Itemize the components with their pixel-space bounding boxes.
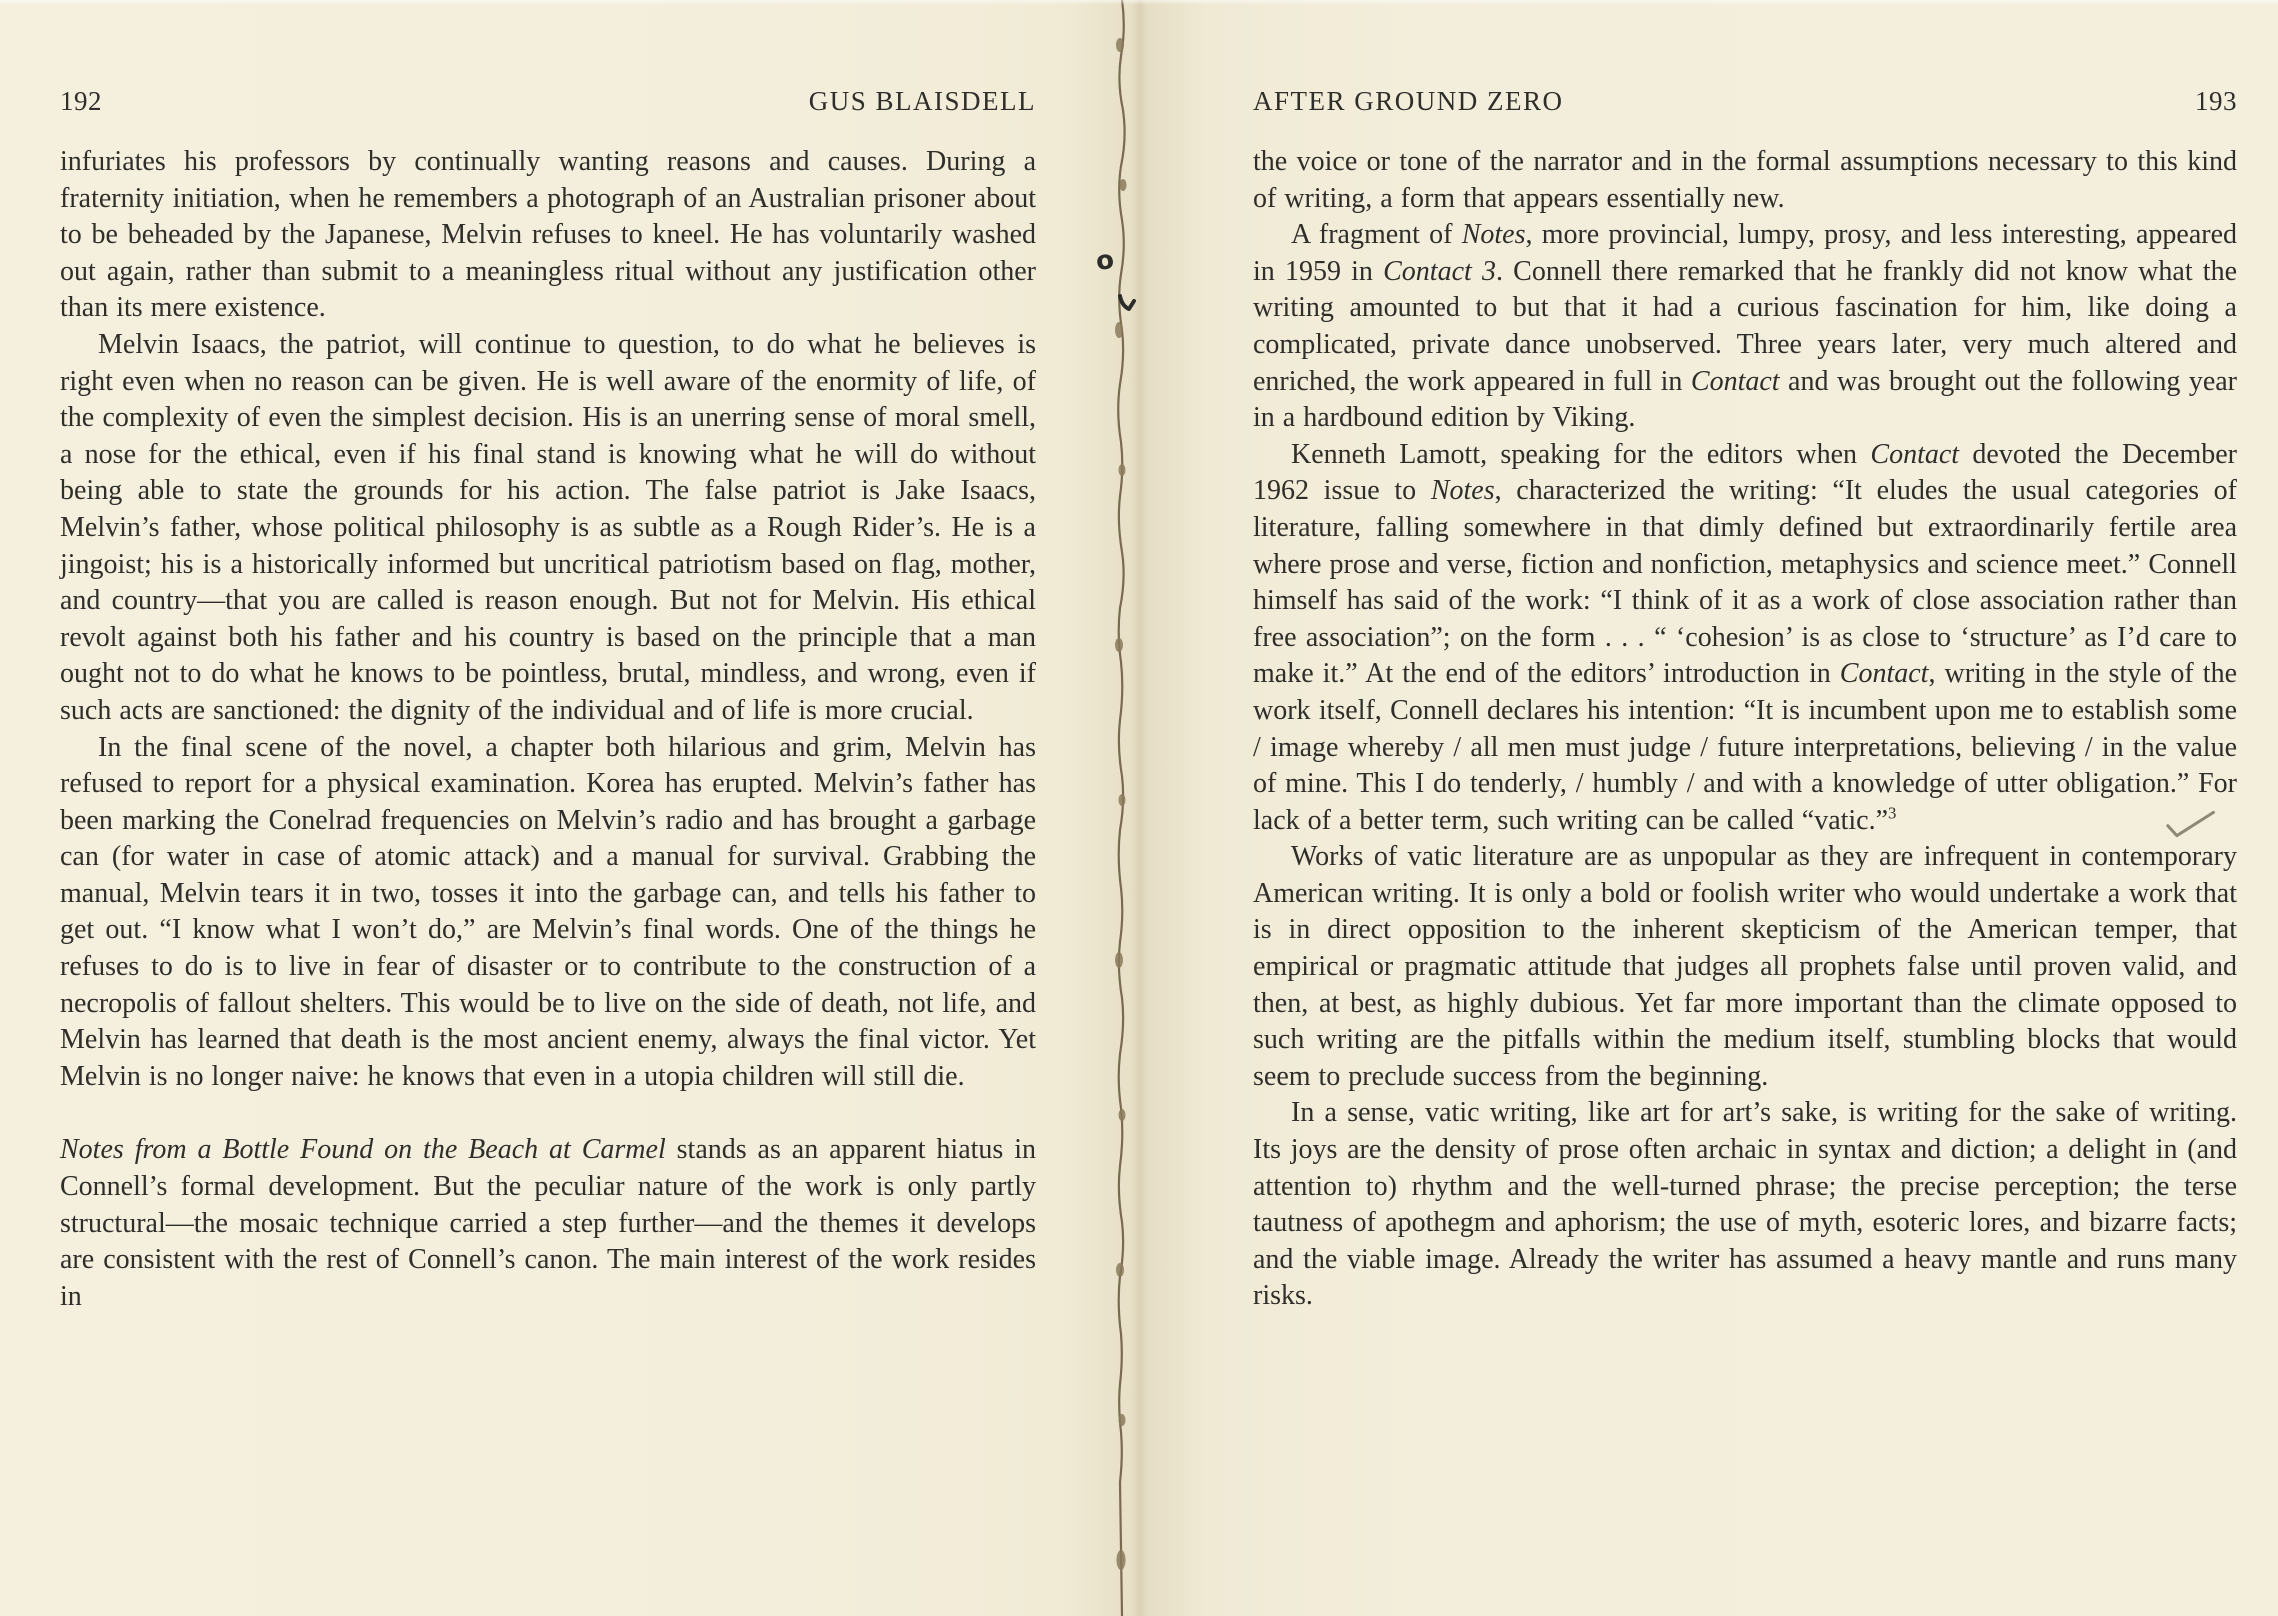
paragraph	[60, 144, 1036, 327]
page-192-body	[60, 144, 1036, 1315]
italic-title: Notes	[1461, 219, 1526, 251]
text-segment: Melvin Isaacs, the patriot, will continue to question, to do what he believes is right even when no reason can be given. He is well aware of the enormity of life, of the complexity of even the simplest decision. His is an unerring sense of moral smell, a nose for the ethical, even if his final stand is knowing what he will do without being able to state the grounds for his action. The false patriot is Jake Isaacs, Melvin’s father, whose political philosophy is as subtle as a Rough Rider’s. He is a jingoist; his is a historically informed but uncritical patriotism based on flag, mother, and country—that you are called is reason enough. But not for Melvin. His ethical revolt against both his father and his country is based on the principle that a man ought not to do what he knows to be pointless, brutal, mindless, and wrong, even if such acts are sanctioned: the dignity of the individual and of life is more crucial.	[60, 328, 1036, 726]
text-segment: the voice or tone of the narrator and in the formal assumptions necessary to this kind of writing, a form that appears essentially new.	[1253, 146, 2237, 214]
text-segment: and was brought out the following year in a hardbound edition by Viking.	[1253, 365, 2237, 434]
text-segment: In a sense, vatic writing, like art for art’s sake, is writing for the sake of writing. Its joys are the density of prose often archaic in syntax and diction; a delight in (and attention to) rhythm and the well-turned phrase; the precise perception; the terse tautness of apothegm and aphorism; the use of myth, esoteric lores, and bizarre facts; and the viable image. Already the writer has assumed a heavy mantle and runs many risks.	[1253, 1097, 2237, 1312]
gutter-annotation-check-icon	[1114, 288, 1144, 318]
text-segment: . Connell there remarked that he frankly did not know what the writing amounted to but that it had a curious fascination for him, like doing a complicated, private dance unobserved. Three years later, very much altered and enriched, the work appeared in full in	[1253, 255, 2238, 397]
text-segment: , characterized the writing: “It eludes the usual categories of literature, falling somewhere in that dimly defined but extraordinarily fertile area where prose and verse, fiction and nonfiction, metaphysics and science meet.” Connell himself has said of the work: “I think of it as a work of close association rather than free association”; on the form . . . “ ‘cohesion’ is as close to ‘structure’ as I’d care to make it.” At the end of the editors’ introduction in	[1253, 475, 2237, 690]
page-193-body	[1253, 144, 2237, 1315]
page-192-running-header	[60, 86, 1036, 116]
paragraph	[1253, 1095, 2237, 1315]
italic-title: Contact 3	[1383, 255, 1496, 287]
page-number-left: 192	[60, 86, 102, 116]
text-segment: infuriates his professors by continually wanting reasons and causes. During a fraternity initiation, when he remembers a photograph of an Australian prisoner about to be beheaded by the Japanese, Melvin refuses to kneel. He has voluntarily washed out again, rather than submit to a meaningless ritual without any justification other than its mere existence.	[60, 146, 1036, 324]
text-segment: , writing in the style of the work itself, Connell declares his intention: “It is incumbent upon me to establish some / image whereby / all men must judge / future interpretations, believing / in the value of mine. This I do tenderly, / humbly / and with a knowledge of utter obligation.” For lack of a better term, such writing can be called “vatic.”	[1253, 658, 2237, 836]
paragraph	[60, 730, 1036, 1096]
text-segment: In the final scene of the novel, a chapter both hilarious and grim, Melvin has refused to report for a physical examination. Korea has erupted. Melvin’s father has been marking the Conelrad frequencies on Melvin’s radio and has brought a garbage can (for water in case of atomic attack) and a manual for survival. Grabbing the manual, Melvin tears it in two, tosses it into the garbage can, and tells his father to get out. “I know what I won’t do,” are Melvin’s final words. One of the things he refuses to do is to live in fear of disaster or to contribute to the construction of a necropolis of fallout shelters. This would be to live on the side of death, not life, and Melvin has learned that death is the most ancient enemy, always the final victor. Yet Melvin is no longer naive: he knows that even in a utopia children will still die.	[60, 731, 1036, 1092]
italic-title: Notes from a Bottle Found on the Beach at Carmel	[60, 1134, 666, 1166]
text-segment: , more provincial, lumpy, prosy, and less interesting, appeared in 1959 in	[1253, 219, 2238, 287]
running-head-chapter: AFTER GROUND ZERO	[1253, 86, 1564, 116]
italic-title: Contact	[1870, 438, 1960, 470]
text-segment: devoted the December 1962 issue to	[1253, 438, 2237, 507]
gutter-annotation-o: o	[1093, 244, 1116, 278]
running-head-author: GUS BLAISDELL	[808, 86, 1036, 116]
paragraph	[1253, 839, 2237, 1095]
page-193-textblock	[1253, 86, 2237, 1315]
paragraph	[60, 1132, 1036, 1315]
page-number-right: 193	[2195, 86, 2237, 116]
text-segment: Works of vatic literature are as unpopular as they are infrequent in contemporary American writing. It is only a bold or foolish writer who would undertake a work that is in direct opposition to the inherent skepticism of the American temper, that empirical or pragmatic attitude that judges all prophets false until proven valid, and then, at best, as highly dubious. Yet far more important than the climate opposed to such writing are the pitfalls within the medium itself, stumbling blocks that would seem to preclude success from the beginning.	[1253, 841, 2237, 1092]
italic-title: Contact	[1839, 658, 1929, 690]
text-segment: stands as an apparent hiatus in Connell’s formal development. But the peculiar nature of the work is only partly structural—the mosaic technique carried a step further—and the themes it develops are consistent with the rest of Connell’s canon. The main interest of the work resides in	[60, 1134, 1036, 1312]
paragraph	[60, 327, 1036, 730]
paragraph	[1253, 144, 2237, 217]
text-segment: A fragment of	[1291, 219, 1462, 251]
page-193	[1139, 0, 2278, 1616]
footnote-reference: 3	[1888, 803, 1897, 823]
page-192-textblock	[60, 86, 1036, 1315]
italic-title: Notes	[1430, 475, 1495, 507]
paragraph	[1253, 437, 2237, 840]
text-segment: Kenneth Lamott, speaking for the editors when	[1291, 438, 1871, 470]
page-193-running-header	[1253, 86, 2237, 116]
margin-check-icon	[2160, 800, 2220, 850]
italic-title: Contact	[1690, 365, 1780, 397]
paragraph	[1253, 217, 2237, 437]
